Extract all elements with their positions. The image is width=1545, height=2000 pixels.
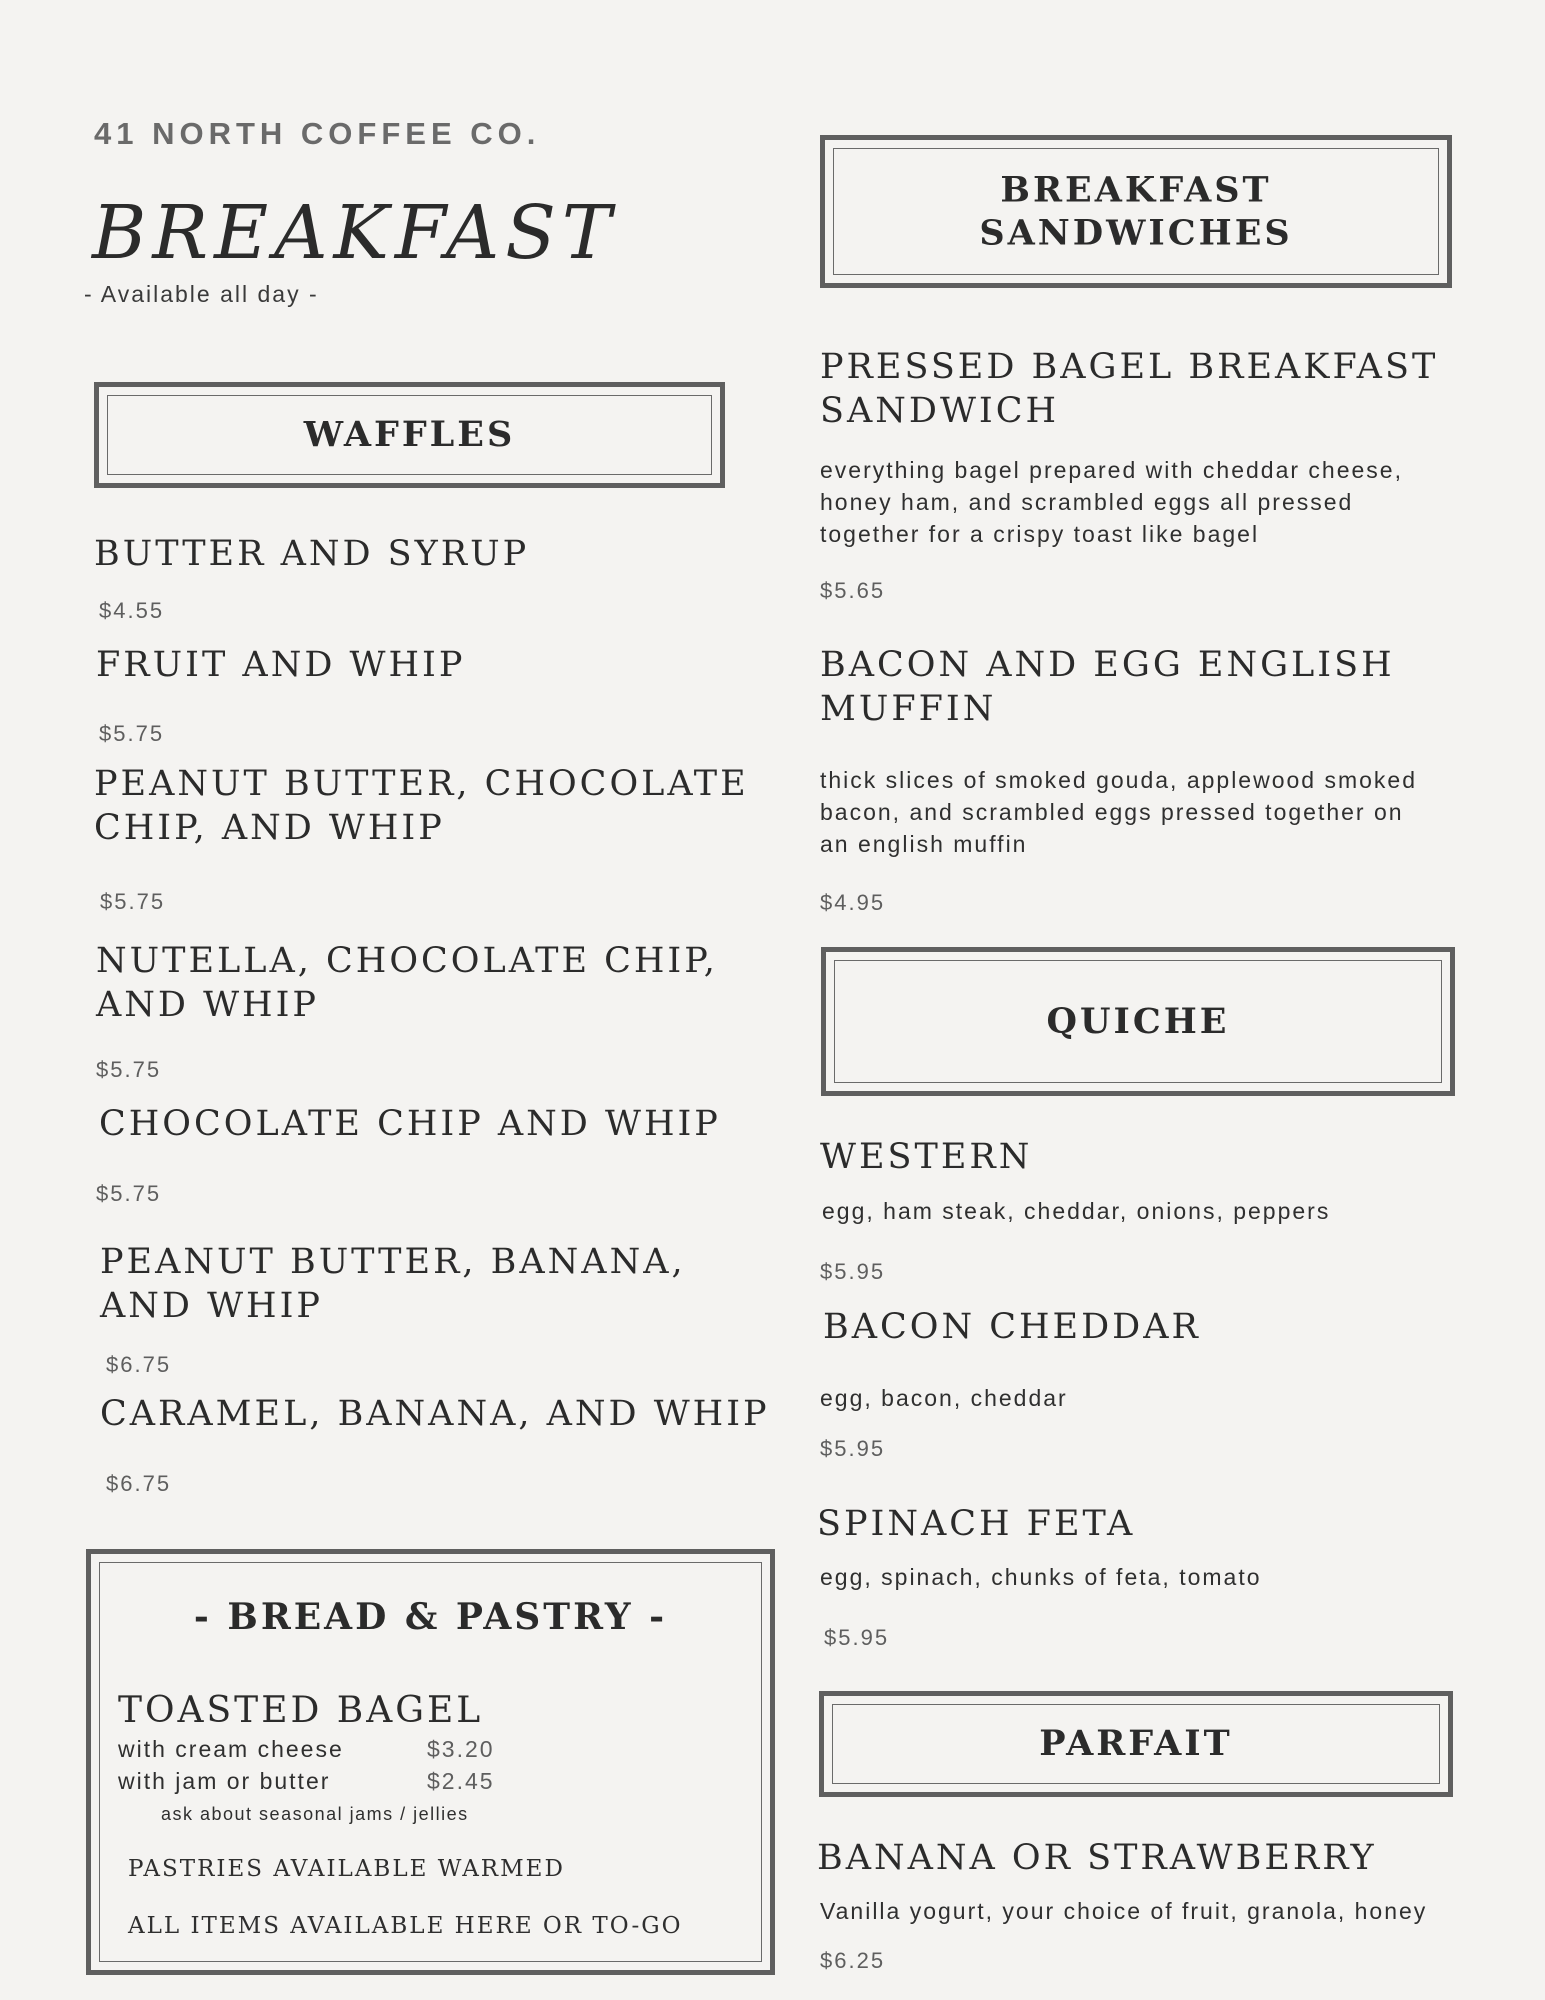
bagel-option-price: $3.20 <box>427 1736 495 1762</box>
bagel-option-label: with jam or butter <box>118 1768 331 1794</box>
bagel-option-price: $2.45 <box>427 1768 495 1794</box>
quiche-item-price: $5.95 <box>820 1436 886 1461</box>
sandwich-item-desc: thick slices of smoked gouda, applewood smoked <box>820 767 1418 793</box>
sandwich-item-desc: together for a crispy toast like bagel <box>820 521 1260 547</box>
quiche-item-desc: egg, spinach, chunks of feta, tomato <box>820 1564 1262 1590</box>
pastries-warmed-note: PASTRIES AVAILABLE WARMED <box>128 1856 565 1882</box>
quiche-section-header <box>821 947 1455 1096</box>
sandwich-item-price: $4.95 <box>820 890 886 915</box>
waffle-item-price: $5.75 <box>96 1057 162 1082</box>
quiche-item-desc: egg, ham steak, cheddar, onions, peppers <box>822 1198 1331 1224</box>
waffle-item-name: BUTTER AND SYRUP <box>94 534 530 574</box>
sandwich-item-desc: bacon, and scrambled eggs pressed together on <box>820 799 1404 825</box>
waffles-section-header <box>94 382 725 488</box>
waffle-item-name: NUTELLA, CHOCOLATE CHIP, <box>96 941 718 981</box>
waffle-item-price: $4.55 <box>99 598 165 623</box>
quiche-item-name: BACON CHEDDAR <box>823 1307 1201 1347</box>
waffle-item-price: $5.75 <box>96 1181 162 1206</box>
quiche-item-price: $5.95 <box>820 1259 886 1284</box>
waffle-item-price: $6.75 <box>106 1471 172 1496</box>
waffle-item-name: PEANUT BUTTER, CHOCOLATE <box>94 764 749 804</box>
sandwiches-section-header <box>820 135 1452 288</box>
sandwiches-section-title <box>825 168 1447 256</box>
sandwich-item-name: PRESSED BAGEL BREAKFAST <box>820 347 1439 387</box>
parfait-item-name: BANANA OR STRAWBERRY <box>817 1838 1377 1878</box>
parfait-item-desc: Vanilla yogurt, your choice of fruit, granola, honey <box>820 1898 1428 1924</box>
bread-pastry-title: - BREAD & PASTRY - <box>193 1596 668 1638</box>
quiche-item-name: SPINACH FETA <box>817 1504 1136 1544</box>
sandwich-item-desc: an english muffin <box>820 831 1028 857</box>
sandwich-item-price: $5.65 <box>820 578 886 603</box>
waffle-item-name: CARAMEL, BANANA, AND WHIP <box>100 1394 770 1434</box>
waffle-item-name-cont: AND WHIP <box>100 1286 323 1326</box>
quiche-item-name: WESTERN <box>820 1137 1033 1177</box>
waffle-item-name-cont: AND WHIP <box>96 985 319 1025</box>
waffle-item-name: CHOCOLATE CHIP AND WHIP <box>99 1104 721 1144</box>
sandwiches-title-line1: BREAKFAST <box>1000 168 1272 210</box>
sandwich-item-name-cont: SANDWICH <box>820 391 1060 431</box>
bread-pastry-box <box>86 1549 775 1975</box>
waffle-item-name: PEANUT BUTTER, BANANA, <box>100 1242 686 1282</box>
sandwich-item-desc: everything bagel prepared with cheddar cheese, <box>820 457 1403 483</box>
availability-note: - Available all day - <box>84 281 319 307</box>
bagel-option-label: with cream cheese <box>118 1736 344 1762</box>
waffle-item-price: $6.75 <box>106 1352 172 1377</box>
seasonal-jams-note: ask about seasonal jams / jellies <box>161 1804 469 1824</box>
parfait-section-header <box>819 1691 1453 1797</box>
page-title: BREAKFAST <box>92 190 618 276</box>
brand-name: 41 NORTH COFFEE CO. <box>94 116 541 151</box>
parfait-section-title: PARFAIT <box>1039 1723 1233 1765</box>
waffle-item-price: $5.75 <box>99 721 165 746</box>
sandwich-item-name-cont: MUFFIN <box>820 689 997 729</box>
quiche-item-desc: egg, bacon, cheddar <box>820 1385 1068 1411</box>
toasted-bagel-name: TOASTED BAGEL <box>118 1690 484 1731</box>
sandwich-item-name: BACON AND EGG ENGLISH <box>820 645 1395 685</box>
sandwiches-title-line2: SANDWICHES <box>979 212 1293 254</box>
waffle-item-name: FRUIT AND WHIP <box>96 645 466 685</box>
to-go-note: ALL ITEMS AVAILABLE HERE OR TO-GO <box>128 1913 683 1939</box>
parfait-item-price: $6.25 <box>820 1948 886 1973</box>
sandwich-item-desc: honey ham, and scrambled eggs all pressed <box>820 489 1354 515</box>
waffle-item-price: $5.75 <box>100 889 166 914</box>
waffle-item-name-cont: CHIP, AND WHIP <box>94 808 445 848</box>
waffles-section-title: WAFFLES <box>303 414 516 456</box>
quiche-item-price: $5.95 <box>824 1625 890 1650</box>
quiche-section-title: QUICHE <box>1046 1000 1230 1042</box>
